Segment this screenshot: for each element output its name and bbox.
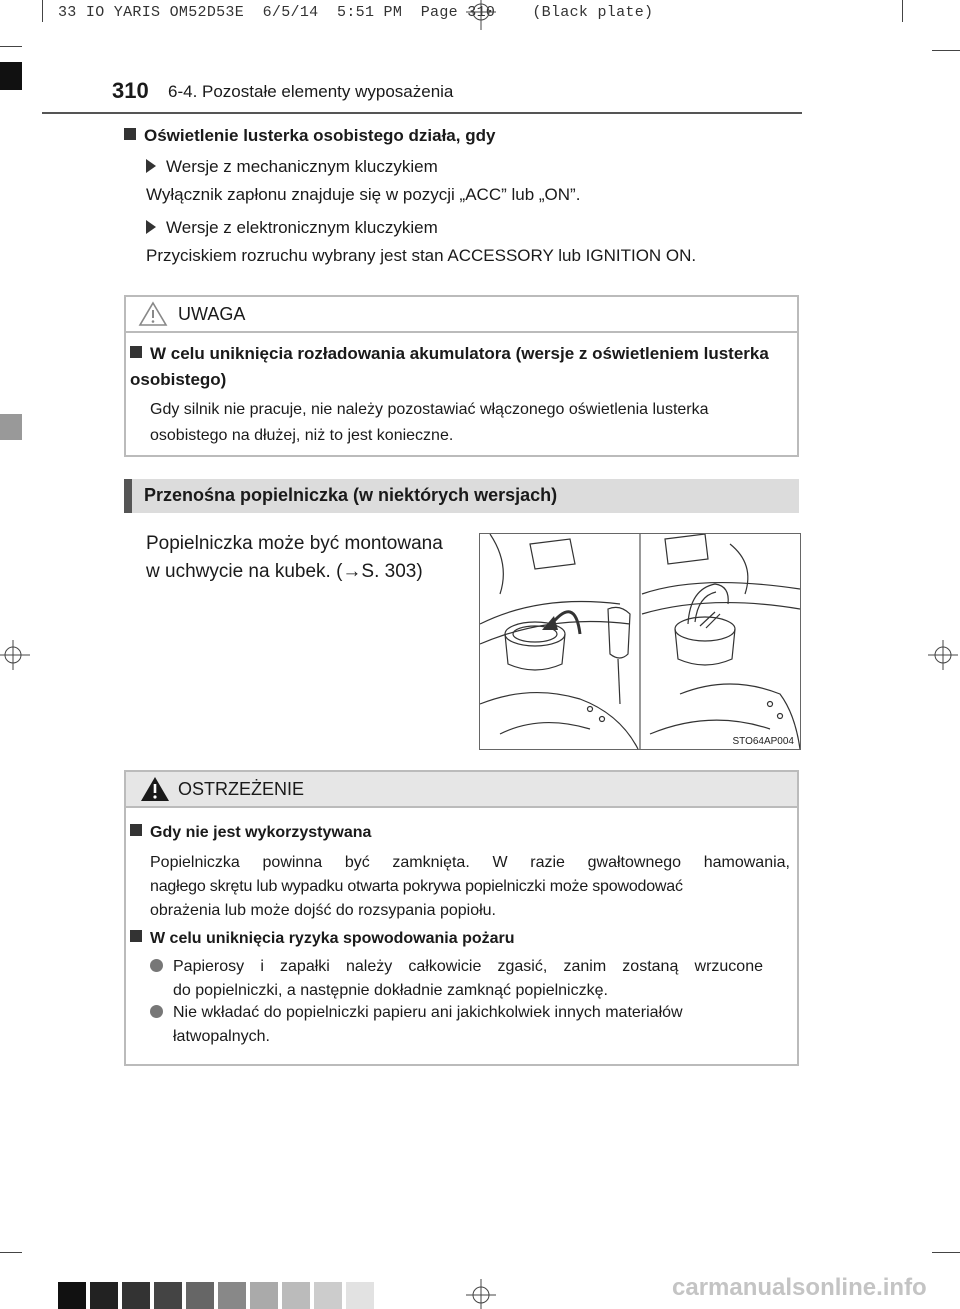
notice-heading: W celu uniknięcia rozładowania akumulatora (wersje z oświetleniem lusterka osobistego) — [130, 344, 769, 389]
swatch — [250, 1282, 278, 1309]
section-title: 6-4. Pozostałe elementy wyposażenia — [168, 82, 454, 101]
square-bullet-icon — [130, 824, 142, 836]
swatch — [154, 1282, 182, 1309]
mirror-light-item-mechanical-text: Wyłącznik zapłonu znajduje się w pozycji „ACC” lub „ON”. — [146, 185, 581, 204]
square-bullet-icon — [124, 128, 136, 140]
ashtray-section-title: Przenośna popielniczka (w niektórych wersjach) — [144, 485, 558, 505]
mirror-light-item-electronic-text: Przyciskiem rozruchu wybrany jest stan ACCESSORY lub IGNITION ON. — [146, 246, 697, 265]
triangle-bullet-icon — [146, 220, 156, 234]
notice-box — [124, 295, 799, 457]
ashtray-section-bar — [124, 479, 799, 513]
crop-mark — [932, 50, 960, 51]
warning-title: OSTRZEŻENIE — [178, 779, 305, 799]
warning-heading-unused: Gdy nie jest wykorzystywana — [130, 824, 371, 842]
registration-mark-icon — [928, 640, 958, 670]
header-rule — [42, 112, 802, 114]
warning-heading-fire: W celu uniknięcia ryzyka spowodowania pożaru — [130, 930, 515, 948]
crop-mark — [0, 1252, 22, 1253]
notice-box-header — [126, 297, 797, 333]
warning-triangle-icon — [140, 776, 170, 802]
warning-bullet-flammable: Nie wkładać do popielniczki papieru ani jakichkolwiek innych materiałów — [150, 1004, 790, 1022]
watermark: carmanualsonline.info — [672, 1274, 927, 1301]
circle-bullet-icon — [150, 1005, 163, 1018]
square-bullet-icon — [130, 346, 142, 358]
section-bar-accent — [124, 479, 132, 513]
swatch — [314, 1282, 342, 1309]
ashtray-in-cupholder-image — [480, 534, 800, 749]
warning-body-line: nagłego skrętu lub wypadku otwarta pokrywa popielniczki może spowodować — [150, 878, 683, 895]
caution-triangle-icon — [138, 301, 168, 327]
swatch — [346, 1282, 374, 1309]
swatch — [90, 1282, 118, 1309]
crop-mark — [932, 1252, 960, 1253]
swatch — [282, 1282, 310, 1309]
registration-mark-icon — [466, 1279, 496, 1309]
circle-bullet-icon — [150, 959, 163, 972]
crop-mark — [902, 0, 903, 22]
square-bullet-icon — [130, 930, 142, 942]
crop-mark — [0, 46, 22, 47]
swatch — [58, 1282, 86, 1309]
mirror-light-item-electronic: Wersje z elektronicznym kluczykiem — [146, 214, 438, 242]
warning-box-header — [126, 772, 797, 808]
chapter-tab-grey — [0, 414, 22, 440]
swatch — [218, 1282, 246, 1309]
ashtray-text-line2: w uchwycie na kubek. (→S. 303) — [146, 561, 423, 582]
triangle-bullet-icon — [146, 159, 156, 173]
warning-body-line: obrażenia lub może dojść do rozsypania popiołu. — [150, 902, 496, 919]
page-number: 310 — [112, 78, 149, 103]
notice-title: UWAGA — [178, 304, 246, 324]
swatch — [122, 1282, 150, 1309]
notice-body: Gdy silnik nie pracuje, nie należy pozostawiać włączonego oświetlenia lusterka osobistego na dłużej, niż to jest konieczne. — [150, 401, 709, 444]
mirror-light-item-mechanical: Wersje z mechanicznym kluczykiem — [146, 153, 438, 181]
warning-box — [124, 770, 799, 1066]
ashtray-illustration — [479, 533, 801, 750]
registration-mark-icon — [466, 0, 496, 30]
warning-bullet-extinguish-cont: do popielniczki, a następnie dokładnie zamknąć popielniczkę. — [173, 982, 608, 999]
warning-bullet-flammable-cont: łatwopalnych. — [173, 1028, 270, 1045]
swatch — [186, 1282, 214, 1309]
registration-mark-icon — [0, 640, 30, 670]
mirror-light-heading: Oświetlenie lusterka osobistego działa, gdy — [124, 126, 495, 146]
print-slug: 33 IO YARIS OM52D53E 6/5/14 5:51 PM Page 310 (Black plate) — [58, 4, 654, 21]
crop-mark — [42, 0, 43, 22]
warning-body-line: Popielniczka powinna być zamknięta. W razie gwałtownego hamowania, — [150, 854, 790, 871]
figure-code: STO64AP004 — [732, 736, 794, 747]
ashtray-text-line1: Popielniczka może być montowana — [146, 533, 443, 554]
warning-bullet-extinguish: Papierosy i zapałki należy całkowicie zgasić, zanim zostaną wrzucone — [150, 958, 790, 976]
chapter-tab-dark — [0, 62, 22, 90]
